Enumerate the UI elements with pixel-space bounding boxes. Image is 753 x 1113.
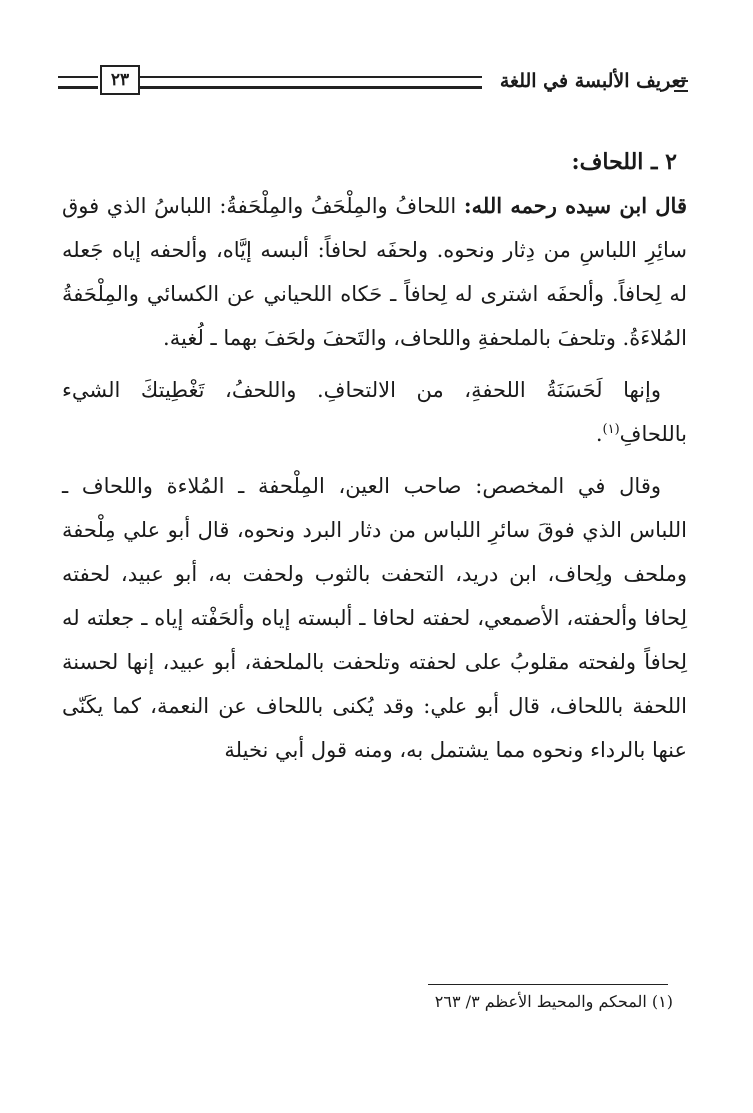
section-heading: ٢ ـ اللحاف: <box>571 149 677 175</box>
running-title: تعريف الألبسة في اللغة <box>499 70 686 92</box>
paragraph-1-text: اللحافُ والمِلْحَفُ والمِلْحَفةُ: اللباسُ الذي فوق سائِرِ اللباسِ من دِثار ونحوه. ولحفَه لحافاً: ألبسه إيَّاه، وألحفه إياه جَعله له لِحافاً. وألحفَه اشترى له لِحافاً ـ حَكاه اللحياني عن الكسائي والمِلْحَفةُ المُلاءَةُ. وتلحفَ بالملحفةِ واللحاف، والتَحفَ ولحَفَ بهما ـ لُغية. <box>62 194 687 350</box>
paragraph-3 <box>62 464 687 772</box>
page-number: ٢٣ <box>100 65 140 95</box>
paragraph-3-text: وقال في المخصص: صاحب العين، المِلْحفة ـ المُلاءة واللحاف ـ اللباس الذي فوقَ سائرِ اللباس من دثار البرد ونحوه، قال أبو علي مِلْحفة وملحف ولِحاف، ابن دريد، التحفت بالثوب ولحفت به، أبو عبيد، لحفته لِحافا وألحفته، الأصمعي، لحفته لحافا ـ ألبسته إياه وألحَفْته إياه ـ جعلته له لِحافاً ولفحته مقلوبُ على لحفته وتلحفت بالملحفة، أبو عبيد، إنها لحسنة اللحفة باللحاف، قال أبو علي: وقد يُكنى باللحاف عن النعمة، كما يكَنّى عنها بالرداء ونحوه مما يشتمل به، ومنه قول أبي نخيلة <box>62 474 687 762</box>
main-text <box>62 140 687 772</box>
footnote: (١) المحكم والمحيط الأعظم ٣/ ٢٦٣ <box>434 992 673 1011</box>
header-rule-right <box>140 76 482 89</box>
paragraph-2 <box>62 368 687 456</box>
paragraph-2-text: وإنها لَحَسَنَةُ اللحفةِ، من الالتحافِ. واللحفُ، تَغْطِيتكَ الشيء باللحافِ <box>62 378 687 446</box>
footnote-separator <box>428 984 668 985</box>
paragraph-1-lead: قال ابن سيده رحمه الله: <box>463 193 687 218</box>
paragraph-1 <box>62 184 687 360</box>
paragraph-2-end: . <box>595 422 603 446</box>
page-header <box>58 62 686 102</box>
header-rule-left <box>58 76 98 89</box>
footnote-reference[interactable]: (١) <box>602 422 620 437</box>
